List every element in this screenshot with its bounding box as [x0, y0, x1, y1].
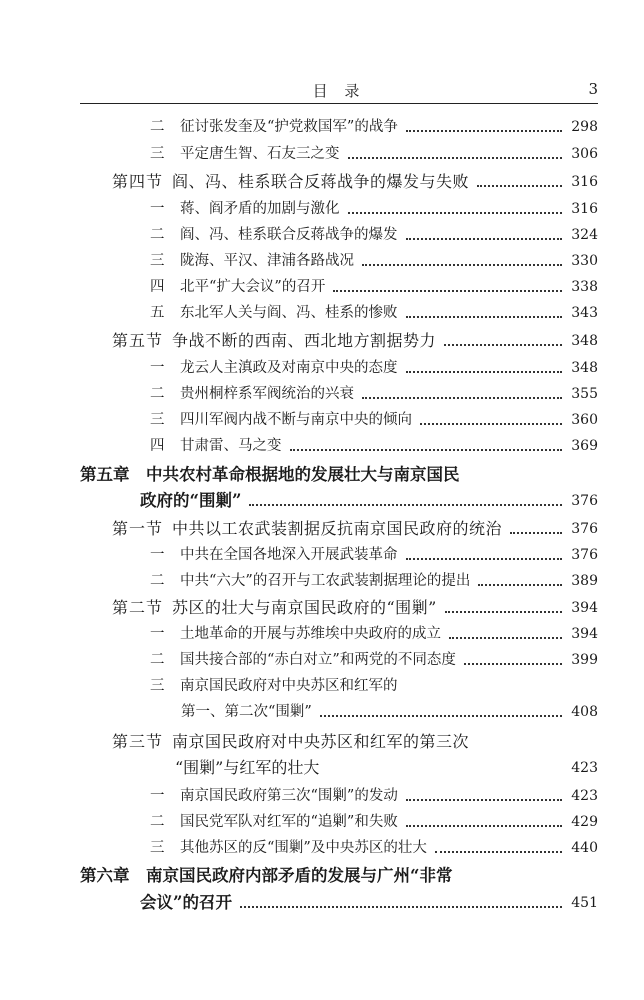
- entry-page: 355: [571, 386, 598, 402]
- dot-leader: [406, 799, 562, 801]
- entry-page: 376: [571, 547, 598, 563]
- entry-page: 451: [571, 895, 598, 911]
- dot-leader: [435, 851, 562, 853]
- entry-number: 第二节: [112, 598, 164, 617]
- toc-entry-section[interactable]: [150, 196, 598, 220]
- entry-page: 324: [571, 227, 598, 243]
- entry-page: 376: [571, 521, 598, 537]
- entry-page: 348: [571, 360, 598, 376]
- dot-leader: [406, 558, 563, 560]
- entry-number: 二: [150, 227, 165, 243]
- toc-entry-jie[interactable]: [112, 516, 598, 540]
- entry-page: 343: [571, 305, 598, 321]
- running-title: 目 录: [312, 82, 366, 100]
- entry-page: 440: [571, 840, 598, 856]
- entry-page: 389: [571, 573, 598, 589]
- dot-leader: [406, 825, 562, 827]
- dot-leader: [478, 584, 562, 586]
- entry-title: 陇海、平汉、津浦各路战况: [180, 253, 354, 269]
- entry-title: 政府的“围剿”: [140, 491, 242, 510]
- entry-page: 298: [571, 119, 598, 135]
- entry-number: 二: [150, 119, 165, 135]
- dot-leader: [406, 238, 563, 240]
- entry-number: 三: [150, 840, 165, 856]
- entry-title: 平定唐生智、石友三之变: [180, 146, 340, 162]
- dot-leader: [348, 157, 563, 159]
- dot-leader: [444, 344, 562, 346]
- dot-leader: [290, 449, 563, 451]
- entry-number: 二: [150, 814, 165, 830]
- entry-number: 二: [150, 386, 165, 402]
- entry-page: 376: [571, 493, 598, 509]
- entry-number: 第六章: [80, 866, 130, 885]
- entry-number: 四: [150, 279, 165, 295]
- entry-number: 三: [150, 412, 165, 428]
- entry-number: 一: [150, 788, 165, 804]
- toc-entry-jie[interactable]: [112, 169, 598, 193]
- entry-page: 429: [571, 814, 598, 830]
- entry-title: 南京国民政府内部矛盾的发展与广州“非常: [146, 866, 453, 885]
- entry-title: 中共在全国各地深入开展武装革命: [180, 547, 398, 563]
- toc-entry-chapter-continued[interactable]: [140, 488, 598, 512]
- entry-title: 苏区的壮大与南京国民政府的“围剿”: [172, 598, 437, 617]
- toc-entry-section[interactable]: [150, 783, 598, 807]
- entry-title: 中共以工农武装割据反抗南京国民政府的统治: [172, 519, 503, 538]
- entry-number: 三: [150, 253, 165, 269]
- dot-leader: [362, 264, 562, 266]
- entry-page: 348: [571, 333, 598, 349]
- entry-title: 争战不断的西南、西北地方割据势力: [172, 331, 437, 350]
- entry-page: 369: [571, 438, 598, 454]
- entry-title: 其他苏区的反“围剿”及中央苏区的壮大: [180, 840, 427, 856]
- dot-leader: [449, 637, 562, 639]
- entry-page: 306: [571, 146, 598, 162]
- entry-title: 中共农村革命根据地的发展壮大与南京国民: [146, 465, 460, 484]
- entry-title: 南京国民政府第三次“围剿”的发动: [180, 788, 398, 804]
- entry-page: 316: [571, 201, 598, 217]
- entry-title: 阎、冯、桂系联合反蒋战争的爆发与失败: [172, 172, 470, 191]
- dot-leader: [510, 532, 562, 534]
- toc-entry-section[interactable]: [150, 381, 598, 405]
- entry-number: 五: [150, 305, 165, 321]
- entry-title: 东北军人关与阎、冯、桂系的惨败: [180, 305, 398, 321]
- entry-title: 国共接合部的“赤白对立”和两党的不同态度: [180, 652, 456, 668]
- entry-number: 一: [150, 626, 165, 642]
- entry-title: 土地革命的开展与苏维埃中央政府的成立: [180, 626, 441, 642]
- toc-entry-section[interactable]: [150, 647, 598, 671]
- entry-title: 国民党军队对红军的“追剿”和失败: [180, 814, 398, 830]
- toc-entry-section[interactable]: [150, 673, 598, 697]
- entry-page: 394: [571, 626, 598, 642]
- entry-title: 征讨张发奎及“护党救国军”的战争: [180, 119, 398, 135]
- entry-title: 贵州桐梓系军阀统治的兴衰: [180, 386, 354, 402]
- entry-title: 北平“扩大会议”的召开: [180, 279, 326, 295]
- dot-leader: [420, 423, 562, 425]
- entry-title: 甘肃雷、马之变: [180, 438, 282, 454]
- entry-title: “围剿”与红军的壮大: [175, 758, 320, 777]
- entry-number: 二: [150, 573, 165, 589]
- toc-entry-chapter[interactable]: [80, 863, 598, 887]
- toc-entry-section[interactable]: [150, 433, 598, 457]
- dot-leader: [348, 212, 563, 214]
- entry-number: 一: [150, 201, 165, 217]
- toc-entry-section[interactable]: [150, 621, 598, 645]
- dot-leader: [445, 611, 562, 613]
- dot-leader: [477, 185, 562, 187]
- toc-entry-jie[interactable]: [112, 729, 598, 753]
- entry-number: 三: [150, 146, 165, 162]
- entry-title: 会议”的召开: [140, 893, 232, 912]
- entry-page: 423: [571, 788, 598, 804]
- entry-page: 338: [571, 279, 598, 295]
- entry-page: 423: [571, 760, 598, 776]
- entry-title: 第一、第二次“围剿”: [181, 704, 312, 720]
- toc-entry-section[interactable]: [150, 274, 598, 298]
- dot-leader: [320, 715, 562, 717]
- dot-leader: [406, 371, 563, 373]
- entry-number: 第五章: [80, 465, 130, 484]
- toc-entry-jie-continued[interactable]: [175, 755, 598, 779]
- entry-number: 四: [150, 438, 165, 454]
- dot-leader: [333, 290, 562, 292]
- entry-page: 408: [571, 704, 598, 720]
- toc-entry-section[interactable]: [150, 568, 598, 592]
- entry-page: 330: [571, 253, 598, 269]
- entry-number: 第三节: [112, 732, 164, 751]
- entry-page: 394: [571, 600, 598, 616]
- dot-leader: [240, 906, 562, 908]
- toc-entry-section[interactable]: [150, 835, 598, 859]
- entry-page: 399: [571, 652, 598, 668]
- dot-leader: [464, 663, 562, 665]
- entry-title: 中共“六大”的召开与工农武装割据理论的提出: [180, 573, 471, 589]
- toc-entry-section[interactable]: [150, 300, 598, 324]
- entry-title: 南京国民政府对中央苏区和红军的第三次: [172, 732, 470, 751]
- toc-entry-section[interactable]: [150, 355, 598, 379]
- entry-number: 第四节: [112, 172, 164, 191]
- dot-leader: [249, 504, 562, 506]
- toc-entry-jie[interactable]: [112, 595, 598, 619]
- toc-entry-chapter-continued[interactable]: [140, 890, 598, 914]
- entry-number: 三: [150, 678, 165, 694]
- toc-entry-section[interactable]: [150, 407, 598, 431]
- toc-entry-section[interactable]: [150, 222, 598, 246]
- entry-number: 第一节: [112, 519, 164, 538]
- toc-entry-section[interactable]: [150, 114, 598, 138]
- dot-leader: [406, 316, 563, 318]
- toc-entry-section[interactable]: [150, 141, 598, 165]
- entry-title: 蒋、阎矛盾的加剧与激化: [180, 201, 340, 217]
- entry-number: 第五节: [112, 331, 164, 350]
- entry-number: 一: [150, 547, 165, 563]
- page-number: 3: [588, 80, 598, 98]
- entry-title: 阎、冯、桂系联合反蒋战争的爆发: [180, 227, 398, 243]
- entry-title: 龙云人主滇政及对南京中央的态度: [180, 360, 398, 376]
- entry-number: 二: [150, 652, 165, 668]
- entry-title: 四川军阀内战不断与南京中央的倾向: [180, 412, 412, 428]
- dot-leader: [362, 397, 562, 399]
- entry-page: 316: [571, 174, 598, 190]
- toc-entry-section[interactable]: [150, 809, 598, 833]
- toc-entry-section[interactable]: [150, 248, 598, 272]
- entry-number: 一: [150, 360, 165, 376]
- entry-page: 360: [571, 412, 598, 428]
- toc-entry-chapter[interactable]: [80, 462, 598, 486]
- dot-leader: [406, 130, 562, 132]
- entry-title: 南京国民政府对中央苏区和红军的: [180, 678, 398, 694]
- toc-entry-section[interactable]: [150, 542, 598, 566]
- toc-entry-jie[interactable]: [112, 328, 598, 352]
- toc-entry-section-continued[interactable]: [181, 699, 598, 723]
